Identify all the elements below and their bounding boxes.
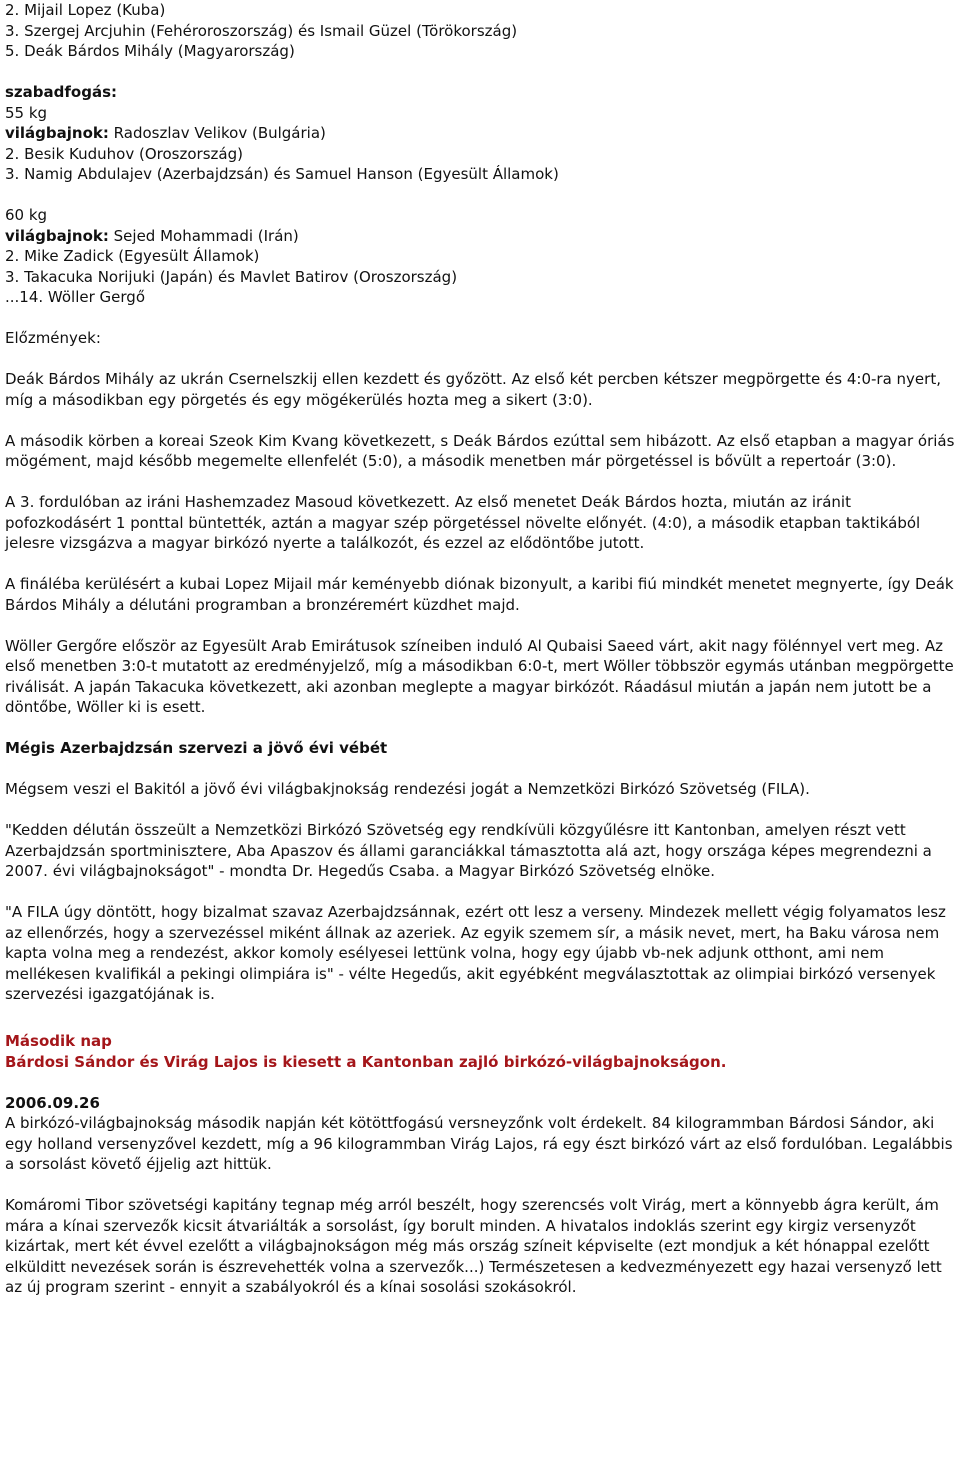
champion-line-60 — [5, 226, 958, 247]
prehistory-label: Előzmények: — [5, 329, 101, 347]
article-paragraph: Komáromi Tibor szövetségi kapitány tegnap még arról beszélt, hogy szerencsés volt Virág, mert a könnyebb ágra került, ám mára a kínai szervezők kicsit átvariálták a sorsolást, így borult minden. A hivatalos indoklás szerint egy kirgiz versenyzőt kizártak, mert két évvel ezelőtt a világbajnokságon még más ország színeit képviselte (ezt mondjuk a két hónappal ezelőtt elkülditt nevezések során is észrevehették volna a szervezők...) Természetesen a kedvezményezett egy hazai versenyző lett az új program szerint - ennyit a szabályokról és a kínai sosolási szokásokról. — [5, 1196, 942, 1296]
article-date: 2006.09.26 — [5, 1093, 100, 1112]
article-paragraph: Deák Bárdos Mihály az ukrán Csernelszkij ellen kezdett és győzött. Az első két percben kétszer megpörgette és 4:0-ra nyert, míg a másodikban egy pörgetés és egy mögékerülés hozta meg a sikert (3:0). — [5, 370, 941, 409]
results-list — [5, 0, 958, 62]
article-headline: Bárdosi Sándor és Virág Lajos is kiesett a Kantonban zajló birkózó-világbajnokságon. — [5, 1052, 727, 1071]
freestyle-section — [5, 82, 958, 308]
article-paragraph: Mégsem veszi el Bakitól a jövő évi világbakjnokság rendezési jogát a Nemzetközi Birkózó Szövetség (FILA). — [5, 780, 810, 798]
champion-name: Sejed Mohammadi (Irán) — [108, 226, 299, 245]
result-line: 5. Deák Bárdos Mihály (Magyarország) — [5, 42, 295, 60]
result-line: ...14. Wöller Gergő — [5, 288, 146, 306]
freestyle-heading: szabadfogás: — [5, 83, 117, 101]
result-line: 2. Mijail Lopez (Kuba) — [5, 1, 166, 19]
champion-line-55 — [5, 123, 958, 144]
result-line: 2. Mike Zadick (Egyesült Államok) — [5, 247, 260, 265]
weight-class-60: 60 kg — [5, 206, 48, 224]
weight-class-55: 55 kg — [5, 103, 48, 122]
section-kicker: Második nap — [5, 1032, 112, 1050]
result-line: 2. Besik Kuduhov (Oroszország) — [5, 144, 243, 163]
article-paragraph: A fináléba kerülésért a kubai Lopez Mijail már keményebb diónak bizonyult, a karibi fiú mindkét menetet megnyerte, így Deák Bárdos Mihály a délutáni programban a bronzéremért küzdhet majd. — [5, 575, 954, 614]
article-paragraph: Wöller Gergőre először az Egyesült Arab Emirátusok színeiben induló Al Qubaisi Saeed várt, akit nagy fölénnyel vert meg. Az első menetben 3:0-t mutatott az eredményjelző, míg a másodikban 6:0-t, mert Wöller többször egymás utánban megpörgette riválisát. A japán Takacuka következett, aki azonban meglepte a magyar birkózót. Ráadásul miután a japán nem jutott be a döntőbe, Wöller ki is esett. — [5, 636, 954, 716]
result-line: 3. Takacuka Norijuki (Japán) és Mavlet Batirov (Oroszország) — [5, 267, 458, 286]
champion-label: világbajnok: — [5, 124, 109, 142]
result-line: 3. Namig Abdulajev (Azerbajdzsán) és Samuel Hanson (Egyesült Államok) — [5, 165, 559, 183]
section-heading: Mégis Azerbajdzsán szervezi a jövő évi vébét — [5, 739, 388, 757]
article-paragraph: A 3. fordulóban az iráni Hashemzadez Masoud következett. Az első menetet Deák Bárdos hozta, miután az iránit pofozkodásért 1 ponttal büntették, aztán a magyar szép pörgetéssel növelte előnyét. (4:0), a második etapban taktikából jelesre vizsgázva a magyar birkózó nyerte a találkozót, és ezzel az elődöntőbe jutott. — [5, 493, 921, 552]
article-paragraph: A birkózó-világbajnokság második napján két kötöttfogású versneyzőnk volt érdekelt. 84 kilogrammban Bárdosi Sándor, aki egy holland versenyzővel kezdett, míg a 96 kilogrammban Virág Lajos, rá egy észt birkózó várt az első fordulóban. Legalábbis a sorsolást követő éjjelig azt hittük. — [5, 1114, 953, 1173]
article-paragraph: A második körben a koreai Szeok Kim Kvang következett, s Deák Bárdos ezúttal sem hibázott. Az első etapban a magyar óriás mögément, majd később megemelte ellenfelét (5:0), a második menetben már pörgetéssel is bővült a repertoár (3:0). — [5, 431, 955, 470]
result-line: 3. Szergej Arcjuhin (Fehéroroszország) és Ismail Güzel (Törökország) — [5, 21, 518, 40]
article-paragraph: "Kedden délután összeült a Nemzetközi Birkózó Szövetség egy rendkívüli közgyűlésre itt Kantonban, amelyen részt vett Azerbajdzsán sportminisztere, Aba Apaszov és állami garanciákkal támasztotta alá azt, hogy országa képes megrendezni a 2007. évi világbajnokságot" - mondta Dr. Hegedűs Csaba. a Magyar Birkózó Szövetség elnöke. — [5, 821, 932, 880]
champion-label: világbajnok: — [5, 226, 109, 245]
champion-name: Radoszlav Velikov (Bulgária) — [108, 124, 326, 142]
article-paragraph: "A FILA úgy döntött, hogy bizalmat szavaz Azerbajdzsánnak, ezért ott lesz a verseny. Mindezek mellett végig folyamatos lesz az ellenőrzés, hogy a szervezéssel miként állnak az azeriek. Az egyik szemem sír, a másik nevet, mert, ha Baku városa nem kapta volna meg a rendezést, akkor komoly esélyesei lettünk volna, hogy egy újabb vb-nek adjunk otthont, ami nem mellékesen kvalifikál a pekingi olimpiára is" - vélte Hegedűs, akit egyébként megválasztottak az olimpiai birkózó versenyek szervezési igazgatójának is. — [5, 903, 946, 1003]
